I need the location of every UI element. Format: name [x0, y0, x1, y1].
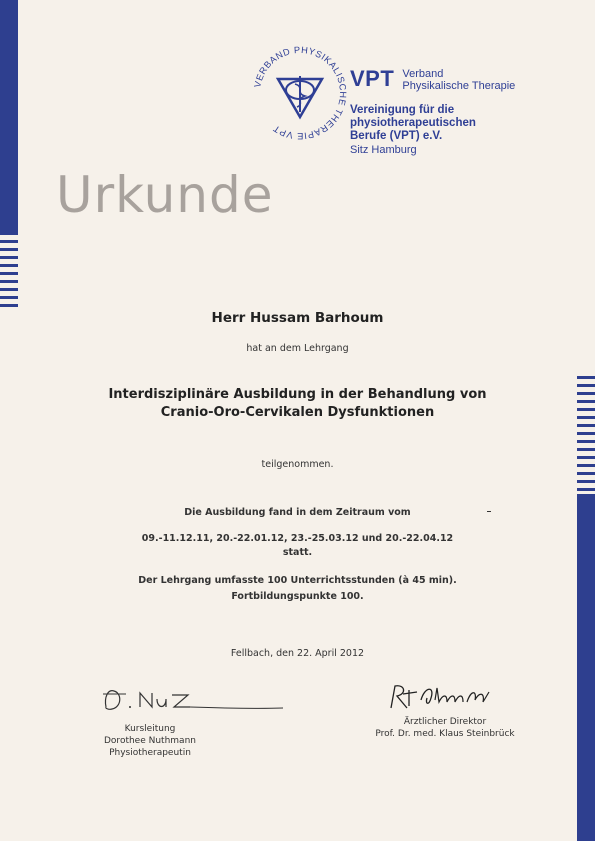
course-title: [0, 386, 595, 422]
intro-text: hat an dem Lehrgang: [246, 343, 349, 354]
left-stripe-lines: [0, 232, 18, 308]
org-name-line2: Physikalische Therapie: [402, 80, 516, 92]
org-full-name: [350, 104, 550, 143]
left-signer-role: Kursleitung: [124, 724, 176, 734]
right-signer-name: Prof. Dr. med. Klaus Steinbrück: [375, 729, 515, 739]
decorative-dash: [487, 511, 491, 512]
org-full-line2: physiotherapeutischen: [350, 117, 476, 129]
period-dates-value: 09.-11.12.11, 20.-22.01.12, 23.-25.03.12 und 20.-22.04.12: [141, 533, 454, 544]
left-signature: [100, 685, 285, 715]
left-signature-caption: [95, 723, 205, 759]
org-name-line1: Verband: [402, 68, 444, 80]
svg-text:VERBAND PHYSIKALISCHE THERAPIE: VERBAND PHYSIKALISCHE THERAPIE VPT: [252, 44, 349, 142]
right-signature-caption: [370, 716, 520, 740]
left-stripe-solid: [0, 0, 18, 232]
right-signature: [385, 680, 495, 714]
hours-line2: Fortbildungspunkte 100.: [231, 591, 364, 602]
right-signer-role: Ärztlicher Direktor: [403, 717, 487, 727]
course-title-line1: Interdisziplinäre Ausbildung in der Behandlung von: [108, 387, 487, 402]
vpt-seal-logo: [245, 38, 355, 148]
org-name: [402, 68, 515, 92]
period-dates: [0, 532, 595, 560]
certificate-title: Urkunde: [56, 166, 274, 224]
org-seat: Sitz Hamburg: [350, 144, 417, 156]
left-signer-profession: Physiotherapeutin: [109, 748, 191, 758]
course-title-line2: Cranio-Oro-Cervikalen Dysfunktionen: [160, 405, 435, 420]
organization-block: [350, 66, 550, 157]
recipient-name: Herr Hussam Barhoum: [211, 310, 384, 326]
participated-text: teilgenommen.: [261, 459, 334, 470]
org-abbreviation: VPT: [350, 66, 395, 91]
place-and-date: Fellbach, den 22. April 2012: [230, 648, 365, 659]
org-full-line3: Berufe (VPT) e.V.: [350, 130, 443, 142]
period-suffix: statt.: [282, 547, 313, 558]
left-signer-name: Dorothee Nuthmann: [104, 736, 196, 746]
hours-line1: Der Lehrgang umfasste 100 Unterrichtsstunden (à 45 min).: [138, 575, 457, 586]
org-full-line1: Vereinigung für die: [350, 104, 455, 116]
period-label: Die Ausbildung fand in dem Zeitraum vom: [184, 507, 411, 518]
hours-info: [0, 573, 595, 605]
